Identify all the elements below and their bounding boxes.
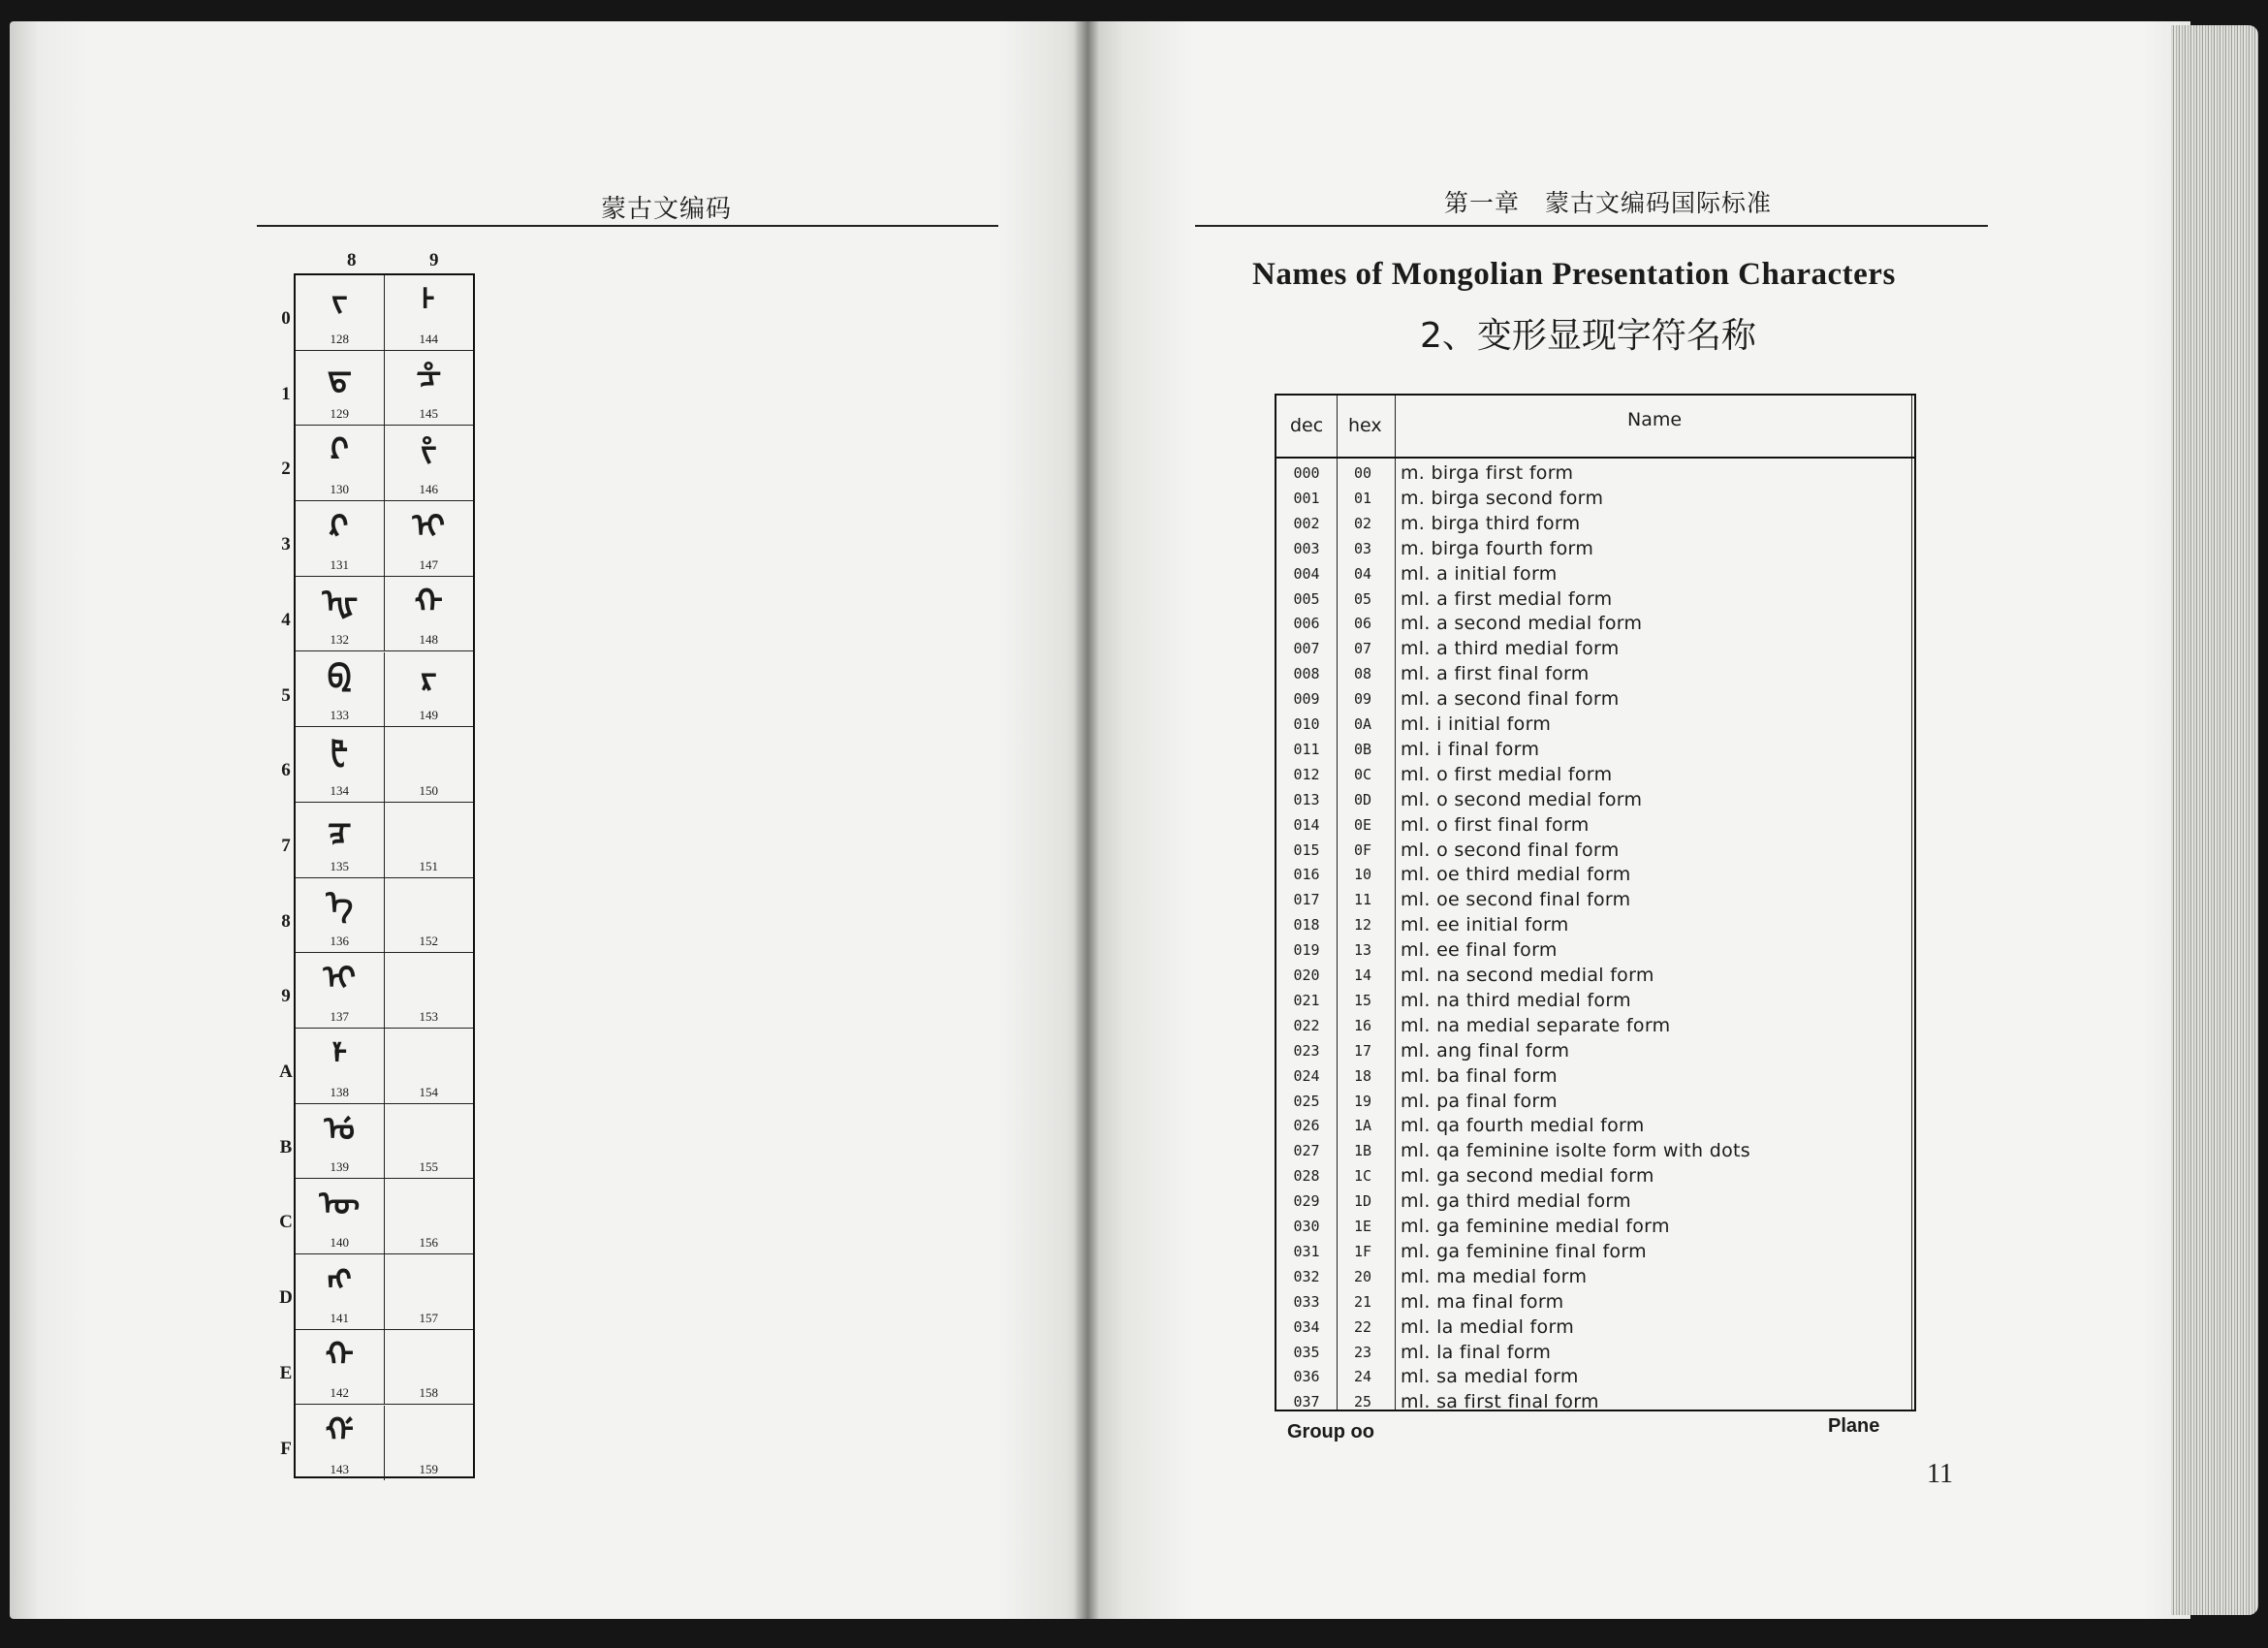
name-cell: ml. la medial form xyxy=(1401,1315,1575,1338)
name-cell: ml. na medial separate form xyxy=(1401,1014,1671,1036)
glyph: ᡢ xyxy=(327,1260,352,1300)
glyph-cell xyxy=(296,1406,385,1481)
glyph-code: 147 xyxy=(419,556,438,572)
glyph: ᡙ xyxy=(321,582,359,621)
hex-cell: 24 xyxy=(1353,1368,1372,1386)
name-cell: ml. o first medial form xyxy=(1401,763,1613,785)
name-cell: ml. na second medial form xyxy=(1401,965,1654,986)
dec-cell: 034 xyxy=(1293,1317,1320,1336)
name-cell: m. birga fourth form xyxy=(1401,537,1594,559)
name-cell: ml. ga third medial form xyxy=(1401,1190,1631,1213)
row-label: E xyxy=(279,1362,293,1383)
table-row xyxy=(1276,536,1914,561)
table-row xyxy=(1276,1364,1914,1389)
table-row xyxy=(1276,787,1914,812)
hex-cell: 0A xyxy=(1353,715,1372,733)
row-label: D xyxy=(279,1287,293,1309)
dec-cell: 024 xyxy=(1293,1066,1320,1085)
glyph-cell xyxy=(296,1254,385,1330)
name-cell: ml. ga feminine final form xyxy=(1401,1240,1647,1262)
glyph: ᡟ xyxy=(331,1034,348,1073)
table-row xyxy=(1276,1113,1914,1138)
table-row xyxy=(1276,561,1914,586)
glyph-code: 151 xyxy=(419,858,438,873)
name-cell: ml. sa medial form xyxy=(1401,1366,1579,1388)
glyph: ᡕ xyxy=(331,281,348,320)
glyph-cell xyxy=(296,1330,385,1406)
glyph-cell xyxy=(296,1179,385,1254)
header-dec: dec xyxy=(1290,415,1324,436)
glyph-cell xyxy=(296,275,385,351)
row-label: F xyxy=(280,1438,292,1459)
glyph-code: 135 xyxy=(330,858,349,873)
hex-cell: 0E xyxy=(1353,815,1372,834)
dec-cell: 033 xyxy=(1293,1292,1320,1311)
hex-cell: 17 xyxy=(1353,1041,1372,1060)
page-edges xyxy=(2171,25,2258,1615)
row-label: 2 xyxy=(281,459,291,480)
name-cell: ml. ga second medial form xyxy=(1401,1165,1654,1188)
hex-cell: 0C xyxy=(1353,765,1372,783)
footer-plane: Plane xyxy=(1828,1415,1880,1437)
column-label-9: 9 xyxy=(429,250,439,270)
glyph-cell xyxy=(385,727,474,803)
glyph-cell xyxy=(296,878,385,954)
glyph-row xyxy=(296,652,473,728)
glyph-cell xyxy=(385,501,474,577)
name-cell: ml. ma final form xyxy=(1401,1290,1564,1313)
glyph-code: 159 xyxy=(419,1462,438,1477)
dec-cell: 035 xyxy=(1293,1343,1320,1361)
glyph-row xyxy=(296,878,473,954)
glyph-cell xyxy=(296,803,385,878)
name-cell: ml. a initial form xyxy=(1401,562,1558,585)
table-row xyxy=(1276,937,1914,963)
dec-cell: 010 xyxy=(1293,715,1320,733)
table-row xyxy=(1276,661,1914,686)
glyph-code: 145 xyxy=(419,406,438,422)
hex-cell: 00 xyxy=(1353,464,1372,482)
table-row xyxy=(1276,737,1914,762)
glyph-cell xyxy=(296,1029,385,1104)
dec-cell: 002 xyxy=(1293,514,1320,532)
name-cell: ml. pa final form xyxy=(1401,1090,1558,1112)
dec-cell: 004 xyxy=(1293,564,1320,583)
hex-cell: 0D xyxy=(1353,790,1372,808)
running-head-right: 第一章 蒙古文编码国际标准 xyxy=(1444,191,1773,217)
header-rule-right xyxy=(1195,225,1988,227)
dec-cell: 013 xyxy=(1293,790,1320,808)
glyph: ᡱ xyxy=(416,356,442,396)
glyph-code: 139 xyxy=(330,1159,349,1175)
glyph-code: 128 xyxy=(330,331,349,346)
name-cell: ml. ba final form xyxy=(1401,1064,1558,1087)
glyph-code: 134 xyxy=(330,782,349,798)
glyph: ᡤ xyxy=(325,1410,354,1450)
hex-cell: 02 xyxy=(1353,514,1372,532)
dec-cell: 036 xyxy=(1293,1368,1320,1386)
table-row xyxy=(1276,838,1914,863)
dec-cell: 005 xyxy=(1293,589,1320,608)
glyph: ᡣ xyxy=(325,1335,354,1375)
glyph-cell xyxy=(296,577,385,652)
dec-cell: 030 xyxy=(1293,1218,1320,1235)
dec-cell: 017 xyxy=(1293,891,1320,909)
hex-cell: 08 xyxy=(1353,665,1372,683)
glyph-code: 152 xyxy=(419,934,438,949)
dec-cell: 031 xyxy=(1293,1242,1320,1260)
dec-cell: 022 xyxy=(1293,1016,1320,1034)
dec-cell: 020 xyxy=(1293,967,1320,984)
name-cell: ml. a second final form xyxy=(1401,688,1620,711)
hex-cell: 18 xyxy=(1353,1066,1372,1085)
glyph-code-table xyxy=(294,273,475,1478)
table-row xyxy=(1276,1389,1914,1414)
glyph: ᡛ xyxy=(331,733,349,773)
glyph-cell xyxy=(385,1029,474,1104)
column-label-8: 8 xyxy=(347,250,357,270)
glyph-row xyxy=(296,501,473,577)
glyph-cell xyxy=(296,426,385,501)
glyph-code: 156 xyxy=(419,1235,438,1251)
name-cell: ml. i initial form xyxy=(1401,713,1552,735)
row-label: 5 xyxy=(281,684,291,706)
name-cell: ml. ang final form xyxy=(1401,1039,1570,1062)
table-row xyxy=(1276,1188,1914,1214)
glyph-code: 129 xyxy=(330,406,349,422)
dec-cell: 037 xyxy=(1293,1393,1320,1411)
glyph-row xyxy=(296,1029,473,1104)
row-label: 7 xyxy=(281,835,291,856)
glyph-cell xyxy=(385,1104,474,1180)
row-label: 4 xyxy=(281,609,291,630)
dec-cell: 023 xyxy=(1293,1041,1320,1060)
glyph-code: 150 xyxy=(419,782,438,798)
glyph: ᡚ xyxy=(327,657,352,697)
row-label: C xyxy=(279,1212,293,1233)
glyph-code: 136 xyxy=(330,934,349,949)
hex-cell: 22 xyxy=(1353,1317,1372,1336)
glyph-code: 132 xyxy=(330,632,349,648)
dec-cell: 018 xyxy=(1293,916,1320,935)
table-row xyxy=(1276,1264,1914,1289)
hex-cell: 14 xyxy=(1353,967,1372,984)
name-cell: ml. i final form xyxy=(1401,738,1540,760)
name-cell: ml. o first final form xyxy=(1401,813,1590,836)
glyph: ᡵ xyxy=(420,657,437,697)
dec-cell: 008 xyxy=(1293,665,1320,683)
glyph-code: 146 xyxy=(419,482,438,497)
name-cell: ml. sa first final form xyxy=(1401,1391,1599,1413)
glyph-code: 141 xyxy=(330,1310,349,1325)
glyph-code: 130 xyxy=(330,482,349,497)
table-row xyxy=(1276,862,1914,887)
table-row xyxy=(1276,812,1914,838)
glyph-cell xyxy=(385,953,474,1029)
glyph-row xyxy=(296,426,473,501)
name-cell: ml. a first final form xyxy=(1401,663,1590,685)
hex-cell: 01 xyxy=(1353,489,1372,507)
glyph: ᡰ xyxy=(422,281,435,320)
table-row xyxy=(1276,1214,1914,1239)
names-table xyxy=(1275,394,1916,1411)
glyph: ᡳ xyxy=(412,507,446,547)
running-head-left: 蒙古文编码 xyxy=(601,195,733,223)
glyph-code: 149 xyxy=(419,708,438,723)
glyph-code: 138 xyxy=(330,1084,349,1099)
name-cell: m. birga first form xyxy=(1401,462,1574,484)
glyph: ᡡ xyxy=(319,1185,361,1224)
dec-cell: 029 xyxy=(1293,1192,1320,1211)
table-row xyxy=(1276,460,1914,486)
glyph-code: 155 xyxy=(419,1159,438,1175)
glyph-cell xyxy=(385,275,474,351)
name-cell: m. birga second form xyxy=(1401,487,1604,509)
table-row xyxy=(1276,963,1914,988)
glyph: ᡖ xyxy=(327,356,352,396)
table-row xyxy=(1276,1063,1914,1089)
name-cell: ml. ma medial form xyxy=(1401,1265,1588,1287)
name-cell: ml. na third medial form xyxy=(1401,989,1631,1011)
hex-cell: 0F xyxy=(1353,840,1372,859)
glyph-row xyxy=(296,1406,473,1481)
table-row xyxy=(1276,712,1914,737)
page-number: 11 xyxy=(1927,1459,1953,1489)
table-row xyxy=(1276,1013,1914,1038)
glyph-cell xyxy=(385,1406,474,1481)
glyph-code: 158 xyxy=(419,1385,438,1401)
glyph-code: 153 xyxy=(419,1008,438,1024)
hex-cell: 20 xyxy=(1353,1267,1372,1285)
table-row xyxy=(1276,887,1914,912)
dec-cell: 007 xyxy=(1293,640,1320,658)
glyph-cell xyxy=(296,652,385,728)
glyph: ᡴ xyxy=(414,582,443,621)
glyph: ᡞ xyxy=(323,959,357,998)
glyph-code: 142 xyxy=(330,1385,349,1401)
hex-cell: 05 xyxy=(1353,589,1372,608)
glyph-cell xyxy=(385,652,474,728)
table-row xyxy=(1276,686,1914,712)
hex-cell: 21 xyxy=(1353,1292,1372,1311)
hex-cell: 13 xyxy=(1353,941,1372,960)
table-row xyxy=(1276,611,1914,636)
glyph: ᡲ xyxy=(420,431,437,471)
header-hex: hex xyxy=(1348,415,1382,436)
table-row xyxy=(1276,586,1914,612)
table-row xyxy=(1276,511,1914,536)
row-label: A xyxy=(279,1062,293,1082)
glyph-code: 148 xyxy=(419,632,438,648)
row-label: 8 xyxy=(281,910,291,932)
dec-cell: 025 xyxy=(1293,1092,1320,1110)
table-row xyxy=(1276,988,1914,1013)
dec-cell: 016 xyxy=(1293,866,1320,884)
hex-cell: 25 xyxy=(1353,1393,1372,1411)
row-label: 6 xyxy=(281,760,291,781)
dec-cell: 000 xyxy=(1293,464,1320,482)
glyph-code: 137 xyxy=(330,1008,349,1024)
hex-cell: 07 xyxy=(1353,640,1372,658)
dec-cell: 001 xyxy=(1293,489,1320,507)
table-row xyxy=(1276,636,1914,661)
glyph-cell xyxy=(385,878,474,954)
hex-cell: 03 xyxy=(1353,539,1372,557)
book-spine xyxy=(1074,21,1099,1619)
title-chinese: 2、变形显现字符名称 xyxy=(1420,316,1756,356)
hex-cell: 1E xyxy=(1353,1218,1372,1235)
title-english: Names of Mongolian Presentation Characters xyxy=(1252,257,1896,292)
hex-cell: 1C xyxy=(1353,1167,1372,1186)
hex-cell: 23 xyxy=(1353,1343,1372,1361)
glyph-row xyxy=(296,577,473,652)
table-row xyxy=(1276,1340,1914,1365)
glyph-code: 144 xyxy=(419,331,438,346)
glyph-cell xyxy=(385,803,474,878)
hex-cell: 15 xyxy=(1353,991,1372,1009)
dec-cell: 028 xyxy=(1293,1167,1320,1186)
glyph: ᡘ xyxy=(330,507,349,547)
glyph-cell xyxy=(296,351,385,427)
glyph: ᡜ xyxy=(327,808,352,847)
name-cell: ml. qa feminine isolte form with dots xyxy=(1401,1140,1750,1162)
glyph-row xyxy=(296,1104,473,1180)
hex-cell: 04 xyxy=(1353,564,1372,583)
name-cell: ml. o second final form xyxy=(1401,839,1620,861)
name-cell: ml. ga feminine medial form xyxy=(1401,1216,1670,1237)
glyph-code: 133 xyxy=(330,708,349,723)
hex-cell: 10 xyxy=(1353,866,1372,884)
name-cell: ml. la final form xyxy=(1401,1341,1552,1363)
name-cell: ml. qa fourth medial form xyxy=(1401,1115,1645,1137)
name-cell: ml. ee final form xyxy=(1401,939,1558,962)
hex-cell: 1F xyxy=(1353,1242,1372,1260)
name-cell: ml. a third medial form xyxy=(1401,638,1620,660)
table-row xyxy=(1276,1315,1914,1340)
dec-cell: 027 xyxy=(1293,1142,1320,1160)
dec-cell: 021 xyxy=(1293,991,1320,1009)
glyph-row xyxy=(296,1330,473,1406)
glyph-row xyxy=(296,953,473,1029)
header-name: Name xyxy=(1627,409,1683,430)
dec-cell: 026 xyxy=(1293,1117,1320,1135)
table-row xyxy=(1276,1239,1914,1264)
table-row xyxy=(1276,762,1914,787)
dec-cell: 014 xyxy=(1293,815,1320,834)
table-row xyxy=(1276,1138,1914,1163)
table-row xyxy=(1276,1089,1914,1114)
left-page xyxy=(10,21,1086,1619)
glyph-code: 131 xyxy=(330,556,349,572)
table-row xyxy=(1276,1289,1914,1315)
name-cell: ml. a second medial form xyxy=(1401,613,1643,635)
hex-cell: 0B xyxy=(1353,740,1372,758)
hex-cell: 09 xyxy=(1353,690,1372,709)
hex-cell: 1D xyxy=(1353,1192,1372,1211)
name-cell: m. birga third form xyxy=(1401,512,1581,534)
glyph-cell xyxy=(385,1254,474,1330)
row-label: 9 xyxy=(281,986,291,1007)
dec-cell: 006 xyxy=(1293,615,1320,633)
name-cell: ml. o second medial form xyxy=(1401,788,1643,810)
glyph-row xyxy=(296,1254,473,1330)
glyph-cell xyxy=(385,351,474,427)
row-label: 1 xyxy=(281,383,291,404)
glyph-cell xyxy=(385,1179,474,1254)
dec-cell: 011 xyxy=(1293,740,1320,758)
glyph-row xyxy=(296,351,473,427)
hex-cell: 11 xyxy=(1353,891,1372,909)
glyph-code: 140 xyxy=(330,1235,349,1251)
glyph-cell xyxy=(385,1330,474,1406)
name-cell: ml. a first medial form xyxy=(1401,587,1613,610)
glyph-row xyxy=(296,275,473,351)
hex-cell: 12 xyxy=(1353,916,1372,935)
glyph-row xyxy=(296,1179,473,1254)
glyph-cell xyxy=(296,953,385,1029)
row-label: B xyxy=(279,1136,293,1157)
dec-cell: 015 xyxy=(1293,840,1320,859)
glyph: ᡠ xyxy=(324,1109,356,1149)
name-cell: ml. oe second final form xyxy=(1401,889,1631,911)
glyph-row xyxy=(296,727,473,803)
glyph: ᡝ xyxy=(326,883,354,923)
hex-cell: 16 xyxy=(1353,1016,1372,1034)
hex-cell: 19 xyxy=(1353,1092,1372,1110)
table-row xyxy=(1276,486,1914,511)
row-label: 3 xyxy=(281,534,291,555)
hex-cell: 1A xyxy=(1353,1117,1372,1135)
dec-cell: 012 xyxy=(1293,765,1320,783)
name-cell: ml. ee initial form xyxy=(1401,914,1569,936)
table-row xyxy=(1276,912,1914,937)
glyph-cell xyxy=(296,501,385,577)
hex-cell: 06 xyxy=(1353,615,1372,633)
dec-cell: 009 xyxy=(1293,690,1320,709)
glyph-cell xyxy=(385,426,474,501)
name-cell: ml. oe third medial form xyxy=(1401,864,1631,886)
footer-group: Group oo xyxy=(1287,1421,1374,1442)
row-label: 0 xyxy=(281,308,291,329)
glyph-code: 154 xyxy=(419,1084,438,1099)
table-row xyxy=(1276,1163,1914,1188)
glyph-cell xyxy=(296,727,385,803)
glyph-cell xyxy=(385,577,474,652)
glyph-code: 157 xyxy=(419,1310,438,1325)
dec-cell: 032 xyxy=(1293,1267,1320,1285)
glyph: ᡗ xyxy=(330,431,349,471)
glyph-code: 143 xyxy=(330,1462,349,1477)
table-row xyxy=(1276,1038,1914,1063)
table-header xyxy=(1276,396,1914,459)
hex-cell: 1B xyxy=(1353,1142,1372,1160)
dec-cell: 003 xyxy=(1293,539,1320,557)
dec-cell: 019 xyxy=(1293,941,1320,960)
header-rule-left xyxy=(257,225,998,227)
glyph-cell xyxy=(296,1104,385,1180)
glyph-row xyxy=(296,803,473,878)
